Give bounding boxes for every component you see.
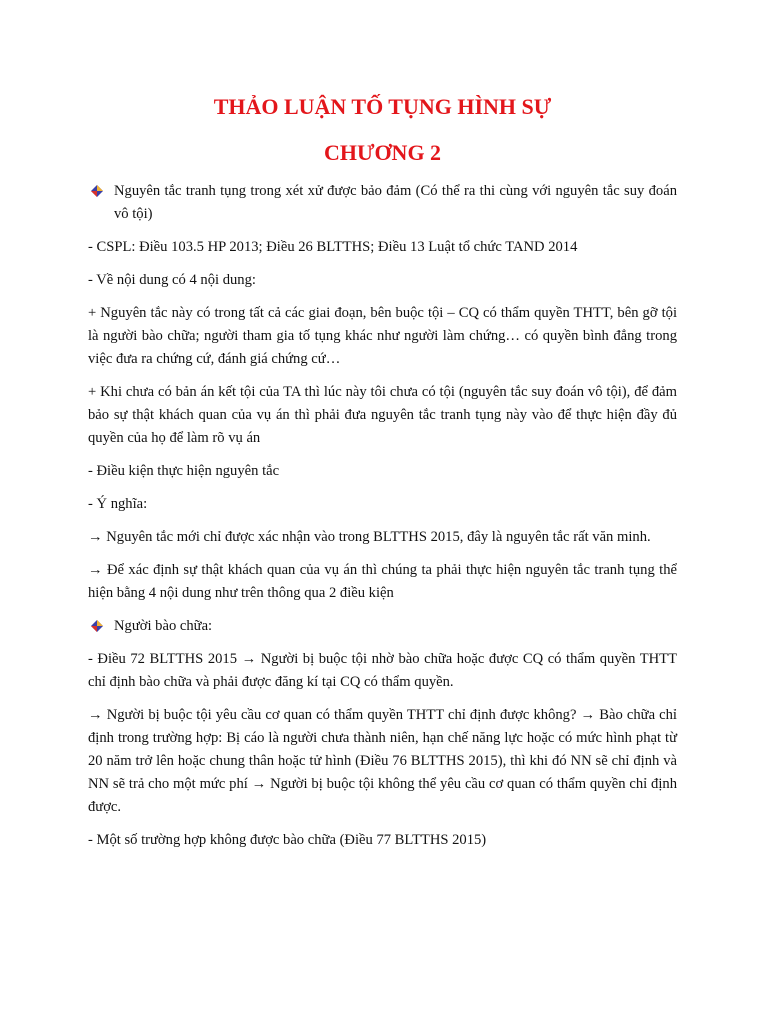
paragraph: + Khi chưa có bản án kết tội của TA thì lúc này tôi chưa có tội (nguyên tắc suy đoán vô tội), để đảm bảo sự thật khách quan của vụ án thì phải đưa nguyên tắc tranh tụng này vào để thực hiện đầy đủ quyền của họ để làm rõ vụ án — [88, 384, 677, 446]
paragraph: - Điều 72 BLTTHS 2015 → Người bị buộc tội nhờ bào chữa hoặc được CQ có thẩm quyền THTT chỉ định bào chữa và phải được đăng kí tại CQ có thẩm quyền. — [88, 651, 677, 690]
paragraph: → Người bị buộc tội yêu cầu cơ quan có thẩm quyền THTT chỉ định được không? → Bào chữa chỉ định trong trường hợp: Bị cáo là người chưa thành niên, hạn chế năng lực hoặc có mức hình phạt từ 20 năm trở lên hoặc chung thân hoặc tử hình (Điều 76 BLTTHS 2015), thì khi đó NN sẽ chỉ định và NN sẽ trả cho một mức phí → Người bị buộc tội không thể yêu cầu cơ quan có thẩm quyền chỉ định được. — [88, 707, 677, 815]
paragraph: - Một số trường hợp không được bào chữa (Điều 77 BLTTHS 2015) — [88, 832, 487, 848]
paragraph: - Ý nghĩa: — [88, 496, 148, 512]
bullet-item — [88, 615, 677, 638]
bullet-item — [88, 180, 677, 226]
paragraph: - CSPL: Điều 103.5 HP 2013; Điều 26 BLTTHS; Điều 13 Luật tổ chức TAND 2014 — [88, 239, 578, 255]
document-title: THẢO LUẬN TỐ TỤNG HÌNH SỰ — [213, 94, 552, 119]
paragraph: → Để xác định sự thật khách quan của vụ án thì chúng ta phải thực hiện nguyên tắc tranh tụng thể hiện bằng 4 nội dung như trên thông qua 2 điều kiện — [88, 562, 677, 601]
paragraph: → Nguyên tắc mới chỉ được xác nhận vào trong BLTTHS 2015, đây là nguyên tắc rất văn minh. — [88, 529, 651, 545]
paragraph: + Nguyên tắc này có trong tất cả các giai đoạn, bên buộc tội – CQ có thẩm quyền THTT, bên gỡ tội là người bào chữa; người tham gia tố tụng khác như người làm chứng… có quyền bình đẳng trong việc đưa ra chứng cứ, đánh giá chứng cứ… — [88, 305, 677, 367]
bullet-text: Nguyên tắc tranh tụng trong xét xử được bảo đảm (Có thể ra thi cùng với nguyên tắc suy đoán vô tội) — [114, 183, 677, 222]
paragraph: - Điều kiện thực hiện nguyên tắc — [88, 463, 280, 479]
paragraph: - Về nội dung có 4 nội dung: — [88, 272, 256, 288]
chapter-heading: CHƯƠNG 2 — [323, 140, 442, 165]
diamond-bullet-icon — [90, 619, 104, 633]
diamond-bullet-icon — [90, 184, 104, 198]
bullet-text: Người bào chữa: — [114, 618, 213, 634]
